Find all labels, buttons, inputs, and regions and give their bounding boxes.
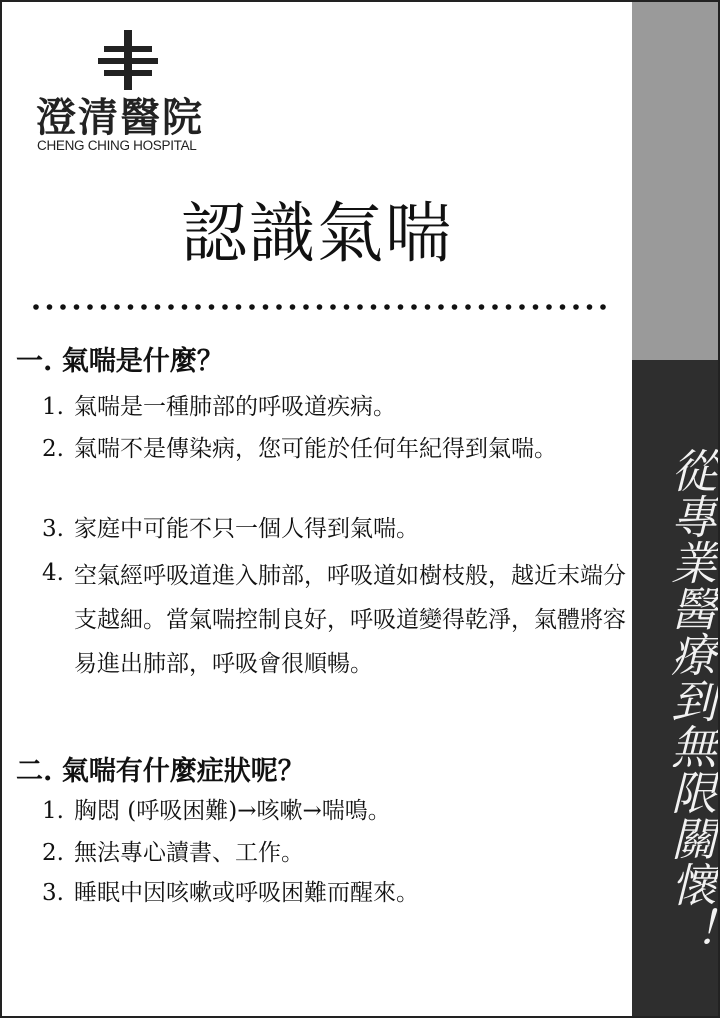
list-item-text: 無法專心讀書、工作。 [74,840,304,866]
hospital-name-en: CHENG CHING HOSPITAL [37,138,197,153]
divider-dot [87,304,93,310]
list-item [42,554,632,686]
list-item-number: 3. [42,880,64,906]
divider-dot [263,304,269,310]
page-title: 認識氣喘 [181,195,453,272]
divider-dot [533,304,539,310]
list-item [42,510,632,548]
divider-dot [47,304,53,310]
divider-dot [128,304,134,310]
dotted-divider [32,302,606,312]
divider-dot [492,304,498,310]
divider-dot [384,304,390,310]
divider-dot [479,304,485,310]
divider-dot [398,304,404,310]
divider-dot [600,304,606,310]
divider-dot [155,304,161,310]
hospital-logo [36,30,226,160]
divider-dot [195,304,201,310]
list-item-text: 空氣經呼吸道進入肺部，呼吸道如樹枝般，越近末端分支越細。當氣喘控制良好，呼吸道變得乾淨，氣體將容易進出肺部，呼吸會很順暢。 [74,563,626,677]
divider-dot [546,304,552,310]
divider-dot [101,304,107,310]
list-item-number: 4. [42,560,64,586]
divider-dot [452,304,458,310]
divider-dot [33,304,39,310]
list-item-text: 胸悶 (呼吸困難)→咳嗽→喘鳴。 [74,798,391,824]
divider-dot [465,304,471,310]
divider-dot [276,304,282,310]
divider-dot [74,304,80,310]
list-item-text: 氣喘不是傳染病，您可能於任何年紀得到氣喘。 [74,436,557,462]
hospital-cross-icon [98,30,158,90]
divider-dot [573,304,579,310]
list-item [42,834,632,872]
list-item-number: 1. [42,798,64,824]
section-heading-symptoms: 二. 氣喘有什麼症狀呢？ [16,756,305,787]
divider-dot [114,304,120,310]
list-item-number: 3. [42,516,64,542]
sidebar-top-panel [632,2,718,360]
divider-dot [303,304,309,310]
hospital-name-cn: 澄清醫院 [36,95,204,141]
main-content [2,2,632,1016]
list-item-text: 睡眠中因咳嗽或呼吸困難而醒來。 [74,880,419,906]
divider-dot [141,304,147,310]
list-item-number: 1. [42,394,64,420]
divider-dot [587,304,593,310]
list-item [42,430,632,468]
divider-dot [317,304,323,310]
divider-dot [371,304,377,310]
divider-dot [506,304,512,310]
section-heading-what-is-asthma: 一. 氣喘是什麼？ [16,346,224,377]
divider-dot [209,304,215,310]
divider-dot [519,304,525,310]
list-item-number: 2. [42,436,64,462]
divider-dot [344,304,350,310]
list-item-text: 氣喘是一種肺部的呼吸道疾病。 [74,394,396,420]
divider-dot [411,304,417,310]
list-item-number: 2. [42,840,64,866]
list-item [42,388,632,426]
divider-dot [357,304,363,310]
divider-dot [330,304,336,310]
divider-dot [236,304,242,310]
divider-dot [425,304,431,310]
divider-dot [60,304,66,310]
divider-dot [560,304,566,310]
divider-dot [168,304,174,310]
divider-dot [249,304,255,310]
sidebar-bottom-panel [632,360,718,1016]
divider-dot [290,304,296,310]
list-item [42,874,632,912]
divider-dot [182,304,188,310]
divider-dot [222,304,228,310]
list-item-text: 家庭中可能不只一個人得到氣喘。 [74,516,419,542]
divider-dot [438,304,444,310]
sidebar-slogan: 從專業醫療到無限關懷！ [664,447,718,953]
list-item [42,792,632,830]
